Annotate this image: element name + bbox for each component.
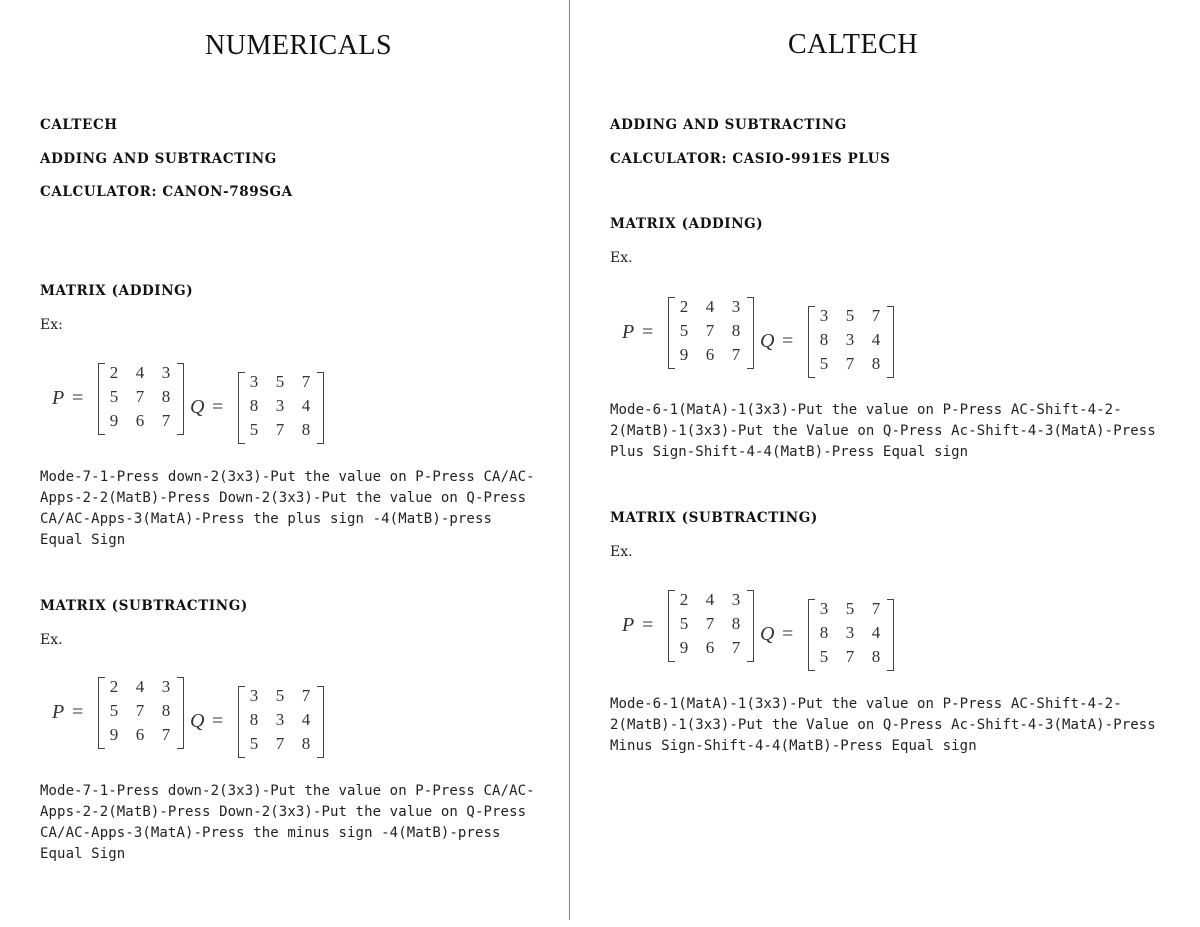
heading-adding-subtracting: ADDING AND SUBTRACTING (610, 117, 847, 133)
matrix-cell: 6 (705, 638, 715, 657)
equals-sign: = (782, 330, 794, 352)
heading-calculator-canon: CALCULATOR: CANON-789SGA (40, 184, 293, 200)
matrix-cell: 3 (249, 686, 259, 705)
matrix-cell: 6 (135, 411, 145, 430)
matrix-q (238, 686, 324, 758)
matrix-cell: 4 (135, 677, 145, 696)
heading-matrix-subtracting: MATRIX (SUBTRACTING) (40, 598, 248, 614)
matrix-p-label: P (622, 321, 635, 343)
bracket-right (317, 686, 324, 758)
matrix-cell: 7 (845, 647, 855, 666)
matrix-cell: 3 (161, 363, 171, 382)
matrix-q (808, 306, 894, 378)
matrix-cell: 7 (705, 321, 715, 340)
matrix-q (808, 599, 894, 671)
matrix-p (98, 677, 184, 749)
matrix-q-label: Q (190, 396, 205, 418)
matrix-cell: 5 (109, 701, 119, 720)
matrix-p-label: P (622, 614, 635, 636)
matrix-cell: 4 (871, 330, 881, 349)
matrix-cell: 3 (731, 590, 741, 609)
matrix-p (98, 363, 184, 435)
equals-sign: = (782, 623, 794, 645)
matrix-cell: 2 (679, 297, 689, 316)
matrix-cell: 7 (161, 725, 171, 744)
heading-caltech: CALTECH (40, 117, 118, 133)
instructions-adding: Mode-6-1(MatA)-1(3x3)-Put the value on P-Press AC-Shift-4-2-2(MatB)-1(3x3)-Put the Value on Q-Press Ac-Shift-4-3(MatA)-Press Plus Sign-Shift-4-4(MatB)-Press Equal sign (610, 402, 1156, 460)
matrix-cell: 5 (845, 599, 855, 618)
instructions-adding: Mode-7-1-Press down-2(3x3)-Put the value on P-Press CA/AC-Apps-2-2(MatB)-Press Down-2(3x3)-Put the value on Q-Press CA/AC-Apps-3(MatA)-Press the plus sign -4(MatB)-press Equal Sign (40, 469, 535, 548)
matrix-cell: 9 (109, 725, 119, 744)
matrix-cell: 4 (135, 363, 145, 382)
matrix-p-label: P (52, 701, 65, 723)
matrix-cell: 8 (301, 420, 311, 439)
matrix-cell: 8 (819, 330, 829, 349)
equals-sign: = (212, 710, 224, 732)
matrix-cell: 7 (135, 701, 145, 720)
matrix-cell: 7 (731, 638, 741, 657)
heading-matrix-adding: MATRIX (ADDING) (40, 283, 194, 299)
matrix-q-label: Q (760, 330, 775, 352)
matrix-cell: 4 (301, 710, 311, 729)
example-label: Ex. (610, 250, 633, 266)
matrix-cell: 4 (301, 396, 311, 415)
matrix-cell: 5 (845, 306, 855, 325)
page-title-caltech: CALTECH (788, 29, 919, 60)
matrix-cell: 3 (249, 372, 259, 391)
matrix-p (668, 297, 754, 369)
equals-sign: = (642, 321, 654, 343)
matrix-cell: 2 (109, 363, 119, 382)
matrix-cell: 8 (161, 387, 171, 406)
matrix-cell: 8 (301, 734, 311, 753)
matrix-cell: 8 (161, 701, 171, 720)
matrix-cell: 7 (301, 686, 311, 705)
bracket-right (887, 306, 894, 378)
matrix-cell: 2 (109, 677, 119, 696)
heading-adding-subtracting: ADDING AND SUBTRACTING (40, 151, 277, 167)
matrix-cell: 4 (871, 623, 881, 642)
matrix-cell: 3 (275, 396, 285, 415)
matrix-cell: 3 (161, 677, 171, 696)
equals-sign: = (642, 614, 654, 636)
matrix-cell: 9 (679, 345, 689, 364)
matrix-cell: 3 (845, 623, 855, 642)
matrix-cell: 2 (679, 590, 689, 609)
matrix-cell: 7 (871, 599, 881, 618)
bracket-right (747, 590, 754, 662)
matrix-cell: 5 (275, 372, 285, 391)
bracket-right (177, 677, 184, 749)
matrix-cell: 7 (275, 420, 285, 439)
instructions-subtracting: Mode-7-1-Press down-2(3x3)-Put the value on P-Press CA/AC-Apps-2-2(MatB)-Press Down-2(3x3)-Put the value on Q-Press CA/AC-Apps-3(MatA)-Press the minus sign -4(MatB)-press Equal Sign (40, 783, 535, 862)
matrix-cell: 5 (679, 321, 689, 340)
matrix-cell: 7 (845, 354, 855, 373)
heading-matrix-subtracting: MATRIX (SUBTRACTING) (610, 510, 818, 526)
example-label: Ex. (610, 544, 633, 560)
equals-sign: = (72, 701, 84, 723)
matrix-cell: 7 (135, 387, 145, 406)
matrix-cell: 7 (705, 614, 715, 633)
matrix-cell: 5 (109, 387, 119, 406)
matrix-cell: 4 (705, 297, 715, 316)
example-label: Ex: (40, 317, 63, 333)
bracket-right (747, 297, 754, 369)
matrix-cell: 6 (135, 725, 145, 744)
bracket-right (317, 372, 324, 444)
matrix-cell: 7 (731, 345, 741, 364)
bracket-right (887, 599, 894, 671)
matrix-q-label: Q (760, 623, 775, 645)
matrix-cell: 3 (819, 599, 829, 618)
matrix-cell: 8 (731, 614, 741, 633)
matrix-cell: 5 (819, 647, 829, 666)
matrix-cell: 4 (705, 590, 715, 609)
matrix-cell: 8 (249, 710, 259, 729)
matrix-cell: 5 (249, 420, 259, 439)
bracket-right (177, 363, 184, 435)
equals-sign: = (72, 387, 84, 409)
matrix-p (668, 590, 754, 662)
matrix-q-label: Q (190, 710, 205, 732)
matrix-cell: 9 (109, 411, 119, 430)
page-title-numericals: NUMERICALS (205, 30, 393, 61)
column-divider (569, 0, 570, 920)
matrix-cell: 5 (275, 686, 285, 705)
matrix-cell: 8 (871, 354, 881, 373)
equals-sign: = (212, 396, 224, 418)
matrix-q (238, 372, 324, 444)
example-label: Ex. (40, 632, 63, 648)
matrix-cell: 8 (871, 647, 881, 666)
matrix-cell: 5 (679, 614, 689, 633)
matrix-cell: 8 (819, 623, 829, 642)
matrix-cell: 3 (845, 330, 855, 349)
matrix-cell: 7 (161, 411, 171, 430)
matrix-cell: 7 (275, 734, 285, 753)
heading-matrix-adding: MATRIX (ADDING) (610, 216, 764, 232)
matrix-cell: 8 (731, 321, 741, 340)
matrix-cell: 7 (871, 306, 881, 325)
matrix-p-label: P (52, 387, 65, 409)
matrix-cell: 6 (705, 345, 715, 364)
matrix-cell: 9 (679, 638, 689, 657)
matrix-cell: 3 (275, 710, 285, 729)
matrix-cell: 5 (819, 354, 829, 373)
instructions-subtracting: Mode-6-1(MatA)-1(3x3)-Put the value on P-Press AC-Shift-4-2-2(MatB)-1(3x3)-Put the Value on Q-Press Ac-Shift-4-3(MatA)-Press Minus Sign-Shift-4-4(MatB)-Press Equal sign (610, 696, 1156, 754)
matrix-cell: 7 (301, 372, 311, 391)
heading-calculator-casio: CALCULATOR: CASIO-991ES PLUS (610, 151, 891, 167)
matrix-cell: 3 (731, 297, 741, 316)
matrix-cell: 3 (819, 306, 829, 325)
matrix-cell: 5 (249, 734, 259, 753)
matrix-cell: 8 (249, 396, 259, 415)
